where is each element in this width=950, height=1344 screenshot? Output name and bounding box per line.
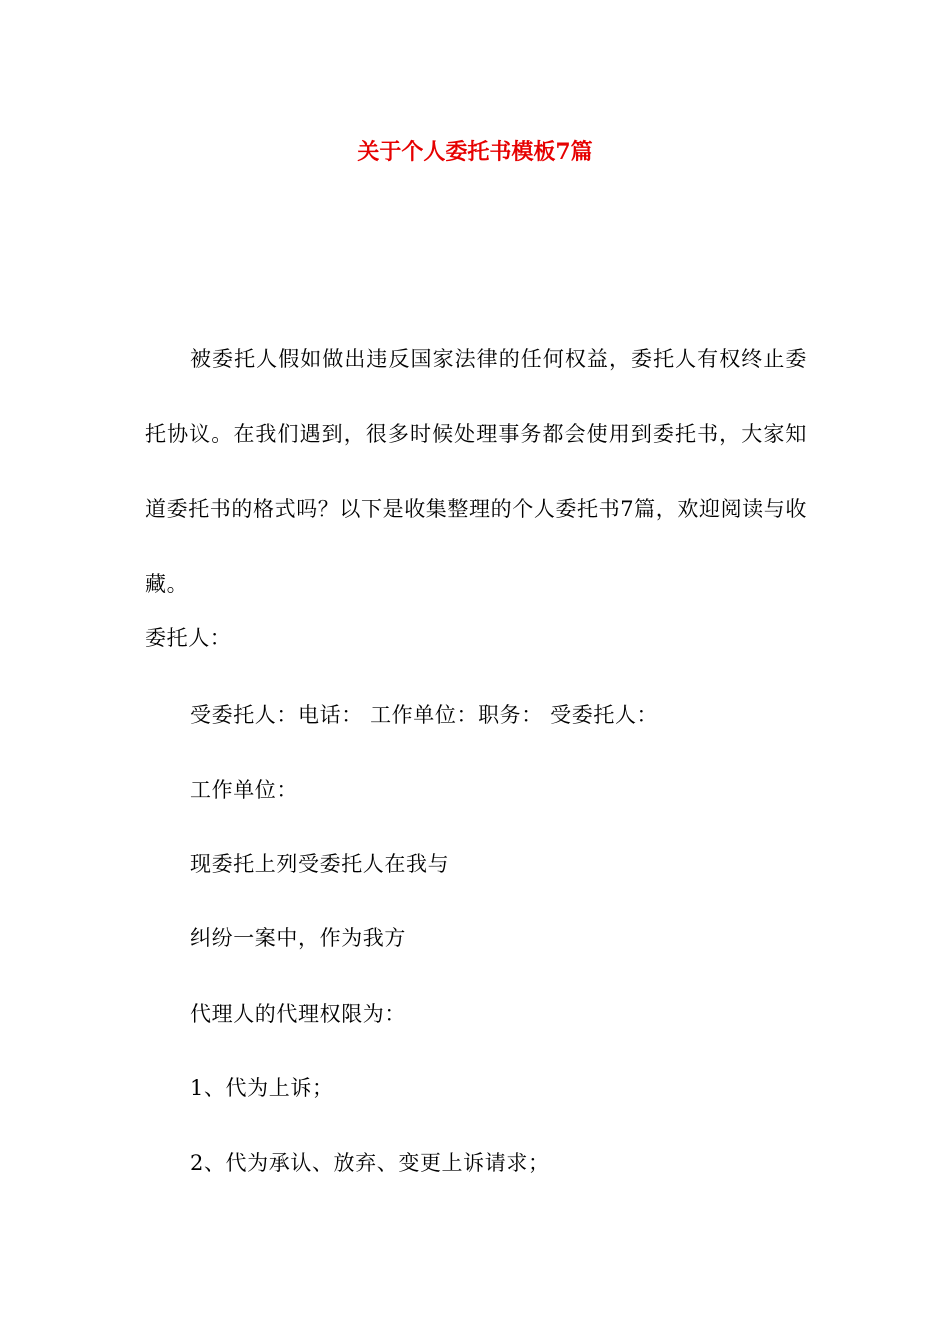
document-title: 关于个人委托书模板7篇 [357,139,593,165]
authority-item-2: 2、代为承认、放弃、变更上诉请求； [190,1151,550,1175]
principal-label: 委托人： [145,626,232,650]
work-unit-line: 工作单位： [190,778,298,802]
authority-scope-line: 代理人的代理权限为： [190,1002,406,1026]
dispute-case-line: 纠纷一案中，作为我方 [190,926,406,950]
intro-paragraph: 被委托人假如做出违反国家法律的任何权益，委托人有权终止委托协议。在我们遇到，很多时候处理事务都会使用到委托书，大家知道委托书的格式吗？以下是收集整理的个人委托书7篇，欢迎阅读与收藏。 [145,347,807,596]
entrust-statement-line: 现委托上列受委托人在我与 [190,852,450,876]
authority-item-1: 1、代为上诉； [190,1076,334,1100]
agent-info-line: 受委托人：电话： 工作单位：职务： 受委托人： [190,703,659,727]
